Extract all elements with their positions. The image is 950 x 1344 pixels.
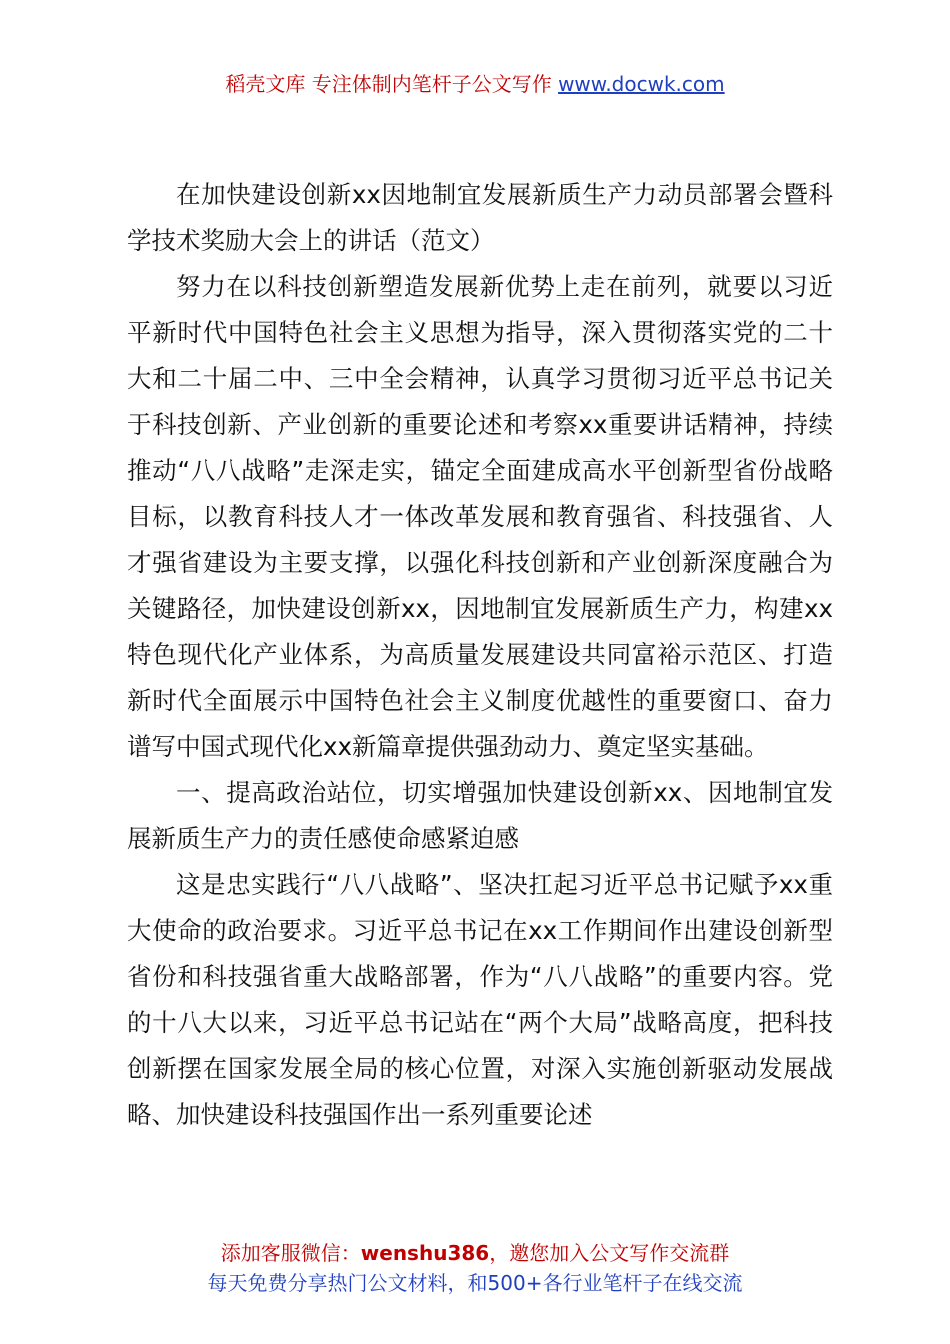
footer-wechat-id: wenshu386	[360, 1241, 490, 1265]
document-title: 在加快建设创新xx因地制宜发展新质生产力动员部署会暨科学技术奖励大会上的讲话（范文）	[127, 180, 833, 255]
footer-line-1-prefix: 添加客服微信：	[220, 1241, 361, 1265]
footer-banner	[0, 1238, 950, 1298]
paragraph-section-1: 这是忠实践行“八八战略”、坚决扛起习近平总书记赋予xx重大使命的政治要求。习近平总书记在xx工作期间作出建设创新型省份和科技强省重大战略部署，作为“八八战略”的重要内容。党的十八大以来，习近平总书记站在“两个大局”战略高度，把科技创新摆在国家发展全局的核心位置，对深入实施创新驱动发展战略、加快建设科技强国作出一系列重要论述	[127, 870, 833, 1129]
footer-line-2: 每天免费分享热门公文材料，和500+各行业笔杆子在线交流	[207, 1271, 743, 1295]
footer-line-1-suffix: ，邀您加入公文写作交流群	[489, 1241, 730, 1265]
header-website-link[interactable]: www.docwk.com	[558, 72, 725, 96]
header-text: 稻壳文库 专注体制内笔杆子公文写作	[225, 72, 559, 96]
document-body	[127, 172, 833, 1138]
paragraph-intro: 努力在以科技创新塑造发展新优势上走在前列，就要以习近平新时代中国特色社会主义思想为指导，深入贯彻落实党的二十大和二十届二中、三中全会精神，认真学习贯彻习近平总书记关于科技创新、产业创新的重要论述和考察xx重要讲话精神，持续推动“八八战略”走深走实，锚定全面建成高水平创新型省份战略目标，以教育科技人才一体改革发展和教育强省、科技强省、人才强省建设为主要支撑，以强化科技创新和产业创新深度融合为关键路径，加快建设创新xx，因地制宜发展新质生产力，构建xx特色现代化产业体系，为高质量发展建设共同富裕示范区、打造新时代全面展示中国特色社会主义制度优越性的重要窗口、奋力谱写中国式现代化xx新篇章提供强劲动力、奠定坚实基础。	[127, 272, 833, 761]
header-banner	[0, 68, 950, 97]
footer-line-1	[0, 1238, 950, 1268]
section-heading-1: 一、提高政治站位，切实增强加快建设创新xx、因地制宜发展新质生产力的责任感使命感紧迫感	[127, 778, 833, 853]
